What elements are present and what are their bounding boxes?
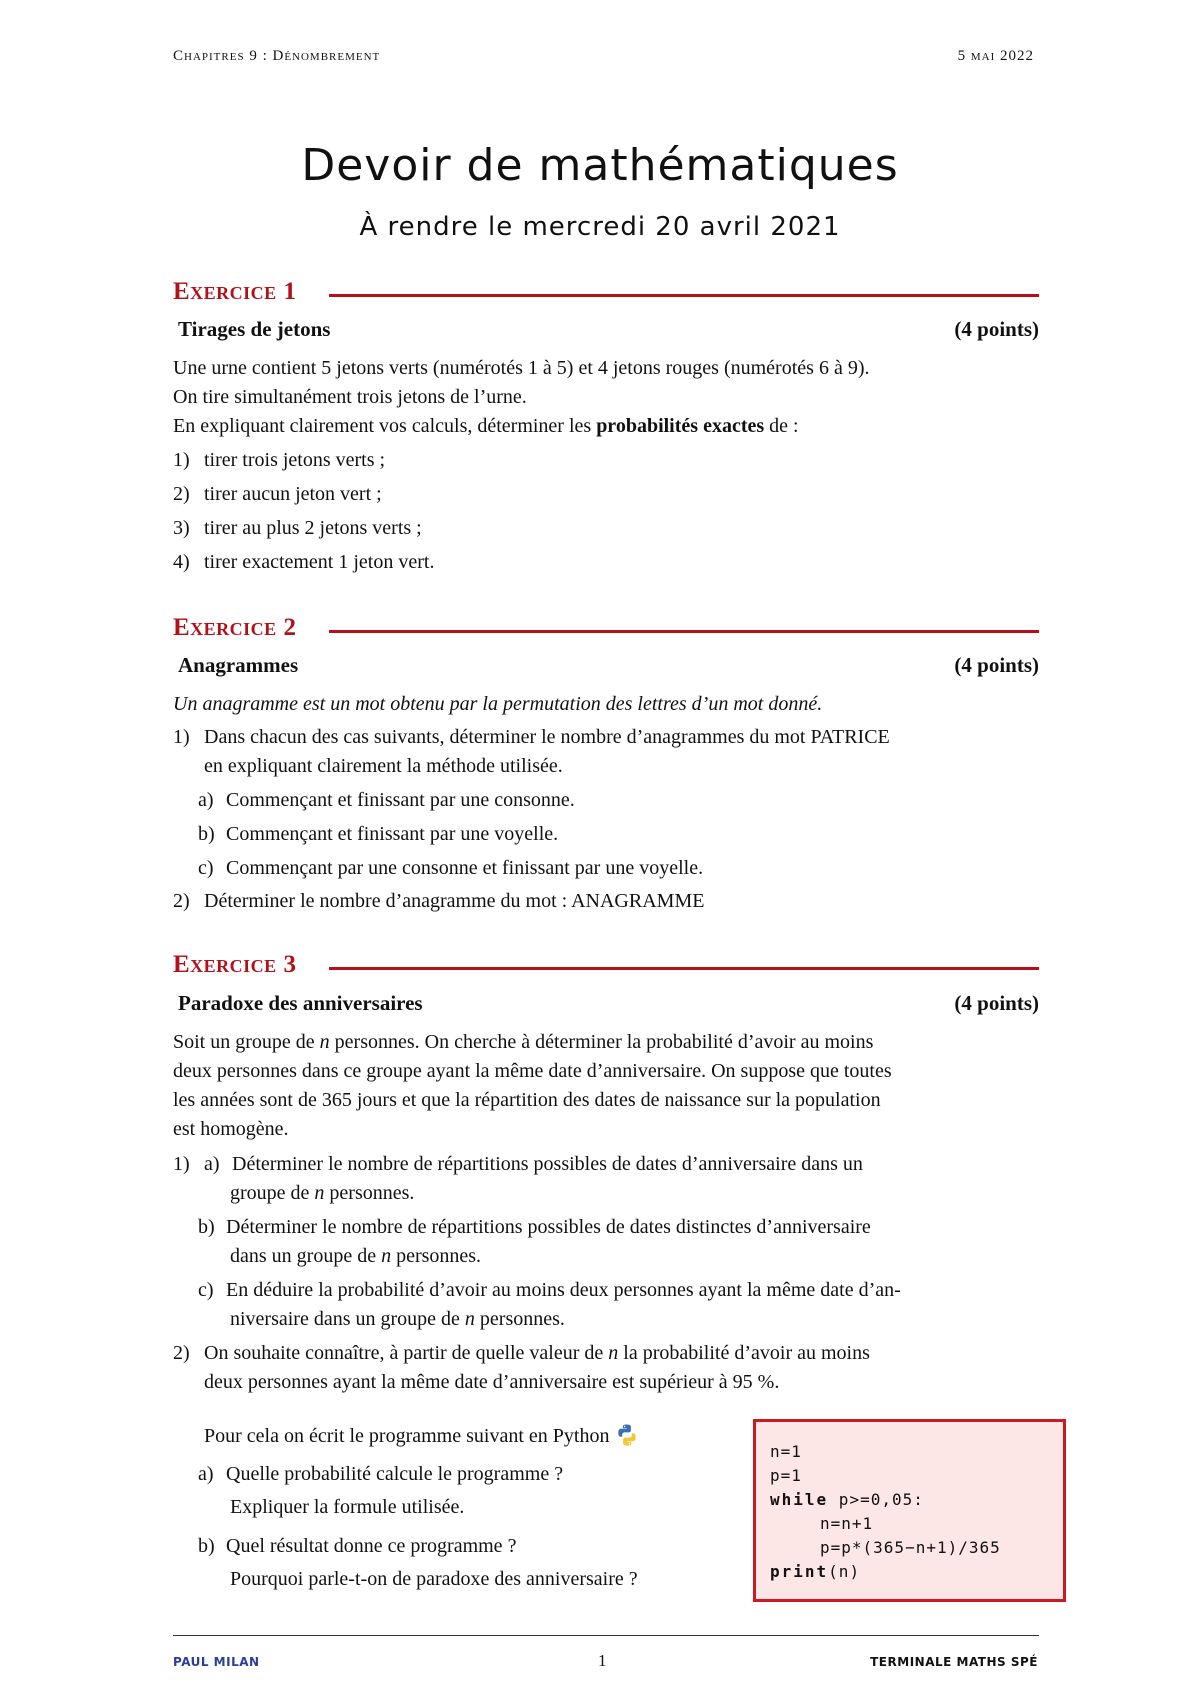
item-text: tirer exactement 1 jeton vert. <box>204 551 435 573</box>
text: personnes. On cherche à déterminer la probabilité d’avoir au moins <box>329 1031 874 1053</box>
exercise3-points: (4 points) <box>954 991 1039 1015</box>
page-title: Devoir de mathématiques <box>301 140 899 191</box>
exercise2-heading <box>178 653 1039 678</box>
exercise3-intro-3: les années sont de 365 jours et que la répartition des dates de naissance sur la population <box>173 1089 881 1111</box>
text: On souhaite connaître, à partir de quelle valeur de <box>204 1342 609 1364</box>
item-text: tirer au plus 2 jetons verts ; <box>204 517 422 539</box>
exercise3-q1b-line2 <box>230 1243 481 1269</box>
question-text: Dans chacun des cas suivants, déterminer le nombre d’anagrammes du mot PATRICE <box>204 726 890 748</box>
sub-item-text: Déterminer le nombre de répartitions possibles de dates distinctes d’anniversaire <box>226 1216 871 1238</box>
text: dans un groupe de <box>230 1245 382 1267</box>
exercise1-intro-2: On tire simultanément trois jetons de l’urne. <box>173 386 527 408</box>
sub-item-letter: a) <box>204 1153 220 1175</box>
code-line: p=1 <box>770 1466 802 1485</box>
exercise2-intro: Un anagramme est un mot obtenu par la permutation des lettres d’un mot donné. <box>173 693 823 715</box>
exercise2-q1-line1 <box>173 724 890 750</box>
exercise3-q2-line1 <box>173 1340 870 1366</box>
variable-n: n <box>319 1031 330 1053</box>
variable-n: n <box>608 1342 619 1364</box>
sub-item-text: Déterminer le nombre de répartitions possibles de dates d’anniversaire dans un <box>232 1153 863 1175</box>
exercise1-label: Exercice 1 <box>173 278 297 305</box>
exercise1-item <box>173 549 434 575</box>
python-logo-icon <box>615 1423 639 1447</box>
exercise3-q1c-line2 <box>230 1306 565 1332</box>
sub-item-letter: b) <box>198 1216 215 1238</box>
item-number: 1) <box>173 449 190 471</box>
item-number: 4) <box>173 551 190 573</box>
exercise1-header <box>173 278 1039 312</box>
exercise1-intro-3 <box>173 413 799 439</box>
exercise1-rule <box>329 294 1039 297</box>
python-code-box <box>753 1419 1066 1602</box>
text: la probabilité d’avoir au moins <box>618 1342 870 1364</box>
code-line: n=n+1 <box>820 1514 874 1533</box>
exercise3-qb-line1 <box>198 1533 516 1559</box>
footer-author: PAUL MILAN <box>173 1655 260 1669</box>
page-subtitle: À rendre le mercredi 20 avril 2021 <box>359 212 841 242</box>
exercise2-q2 <box>173 888 704 914</box>
exercise1-points: (4 points) <box>954 317 1039 341</box>
variable-n: n <box>381 1245 392 1267</box>
sub-item-text: Commençant et finissant par une consonne. <box>226 789 575 811</box>
sub-item-letter: c) <box>198 857 214 879</box>
python-intro-text: Pour cela on écrit le programme suivant en Python <box>204 1425 610 1447</box>
exercise1-item <box>173 481 382 507</box>
code-keyword: print <box>770 1562 829 1581</box>
python-intro <box>204 1423 639 1449</box>
code-text: p>=0,05: <box>828 1490 924 1509</box>
code-text: (n) <box>828 1562 861 1581</box>
exercise3-label: Exercice 3 <box>173 951 297 978</box>
exercise3-title: Paradoxe des anniversaires <box>178 991 423 1015</box>
question-number: 2) <box>173 890 190 912</box>
text: personnes. <box>474 1308 565 1330</box>
exercise2-header <box>173 614 1039 648</box>
item-text: tirer aucun jeton vert ; <box>204 483 382 505</box>
sub-item-text: Quelle probabilité calcule le programme ? <box>226 1463 564 1485</box>
exercise2-q1-line2: en expliquant clairement la méthode utilisée. <box>204 755 563 777</box>
running-header-chapter: Chapitres 9 : Dénombrement <box>173 48 381 64</box>
sub-item-letter: b) <box>198 823 215 845</box>
exercise2-label: Exercice 2 <box>173 614 297 641</box>
variable-n: n <box>314 1182 325 1204</box>
exercise3-heading <box>178 991 1039 1016</box>
exercise3-q1a-line2 <box>230 1180 414 1206</box>
sub-item-letter: b) <box>198 1535 215 1557</box>
sub-item-text: En déduire la probabilité d’avoir au moins deux personnes ayant la même date d’an- <box>226 1279 901 1301</box>
exercise3-qb-line2: Pourquoi parle-t-on de paradoxe des anniversaire ? <box>230 1568 638 1590</box>
question-number: 1) <box>173 1153 190 1175</box>
exercise1-item <box>173 447 385 473</box>
exercise2-title: Anagrammes <box>178 653 299 677</box>
footer-class: TERMINALE MATHS SPÉ <box>870 1655 1038 1669</box>
code-line <box>770 1562 860 1581</box>
intro3-text-a: En expliquant clairement vos calculs, déterminer les <box>173 415 597 437</box>
intro3-text-b: de : <box>764 415 799 437</box>
intro3-bold: probabilités exactes <box>596 415 765 437</box>
text: niversaire dans un groupe de <box>230 1308 465 1330</box>
item-number: 2) <box>173 483 190 505</box>
item-number: 3) <box>173 517 190 539</box>
code-line <box>770 1490 924 1509</box>
exercise1-heading <box>178 317 1039 342</box>
exercise2-sub-item <box>198 787 575 813</box>
sub-item-letter: a) <box>198 1463 214 1485</box>
exercise3-q1a-line1 <box>173 1151 863 1177</box>
text: personnes. <box>324 1182 415 1204</box>
exercise3-q1b-line1 <box>198 1214 871 1240</box>
exercise2-sub-item <box>198 855 703 881</box>
item-text: tirer trois jetons verts ; <box>204 449 386 471</box>
sub-item-text: Commençant par une consonne et finissant par une voyelle. <box>226 857 704 879</box>
exercise1-intro-1: Une urne contient 5 jetons verts (numérotés 1 à 5) et 4 jetons rouges (numérotés 6 à 9). <box>173 357 870 379</box>
exercise2-rule <box>329 630 1039 633</box>
exercise3-intro-2: deux personnes dans ce groupe ayant la même date d’anniversaire. On suppose que toutes <box>173 1060 892 1082</box>
sub-item-text: Quel résultat donne ce programme ? <box>226 1535 517 1557</box>
exercise2-sub-item <box>198 821 558 847</box>
sub-item-text: Commençant et finissant par une voyelle. <box>226 823 559 845</box>
exercise3-intro-1 <box>173 1029 873 1055</box>
exercise3-q2-line2: deux personnes ayant la même date d’anniversaire est supérieur à 95 %. <box>204 1371 780 1393</box>
exercise3-qa-line2: Expliquer la formule utilisée. <box>230 1496 465 1518</box>
code-line: p=p*(365−n+1)/365 <box>820 1538 1001 1557</box>
sub-item-letter: a) <box>198 789 214 811</box>
footer-rule <box>173 1635 1039 1636</box>
text: personnes. <box>391 1245 482 1267</box>
page-number: 1 <box>598 1651 607 1670</box>
code-line: n=1 <box>770 1442 802 1461</box>
text: Soit un groupe de <box>173 1031 320 1053</box>
exercise3-rule <box>329 967 1039 970</box>
exercise3-qa-line1 <box>198 1461 563 1487</box>
text: groupe de <box>230 1182 315 1204</box>
variable-n: n <box>464 1308 475 1330</box>
question-number: 1) <box>173 726 190 748</box>
exercise3-intro-4: est homogène. <box>173 1118 289 1140</box>
code-keyword: while <box>770 1490 829 1509</box>
question-number: 2) <box>173 1342 190 1364</box>
question-text: Déterminer le nombre d’anagramme du mot : ANAGRAMME <box>204 890 705 912</box>
sub-item-letter: c) <box>198 1279 214 1301</box>
running-header-date: 5 mai 2022 <box>957 48 1034 64</box>
exercise1-item <box>173 515 422 541</box>
exercise3-header <box>173 951 1039 985</box>
exercise3-q1c-line1 <box>198 1277 901 1303</box>
exercise1-title: Tirages de jetons <box>178 317 331 341</box>
exercise2-points: (4 points) <box>954 653 1039 677</box>
